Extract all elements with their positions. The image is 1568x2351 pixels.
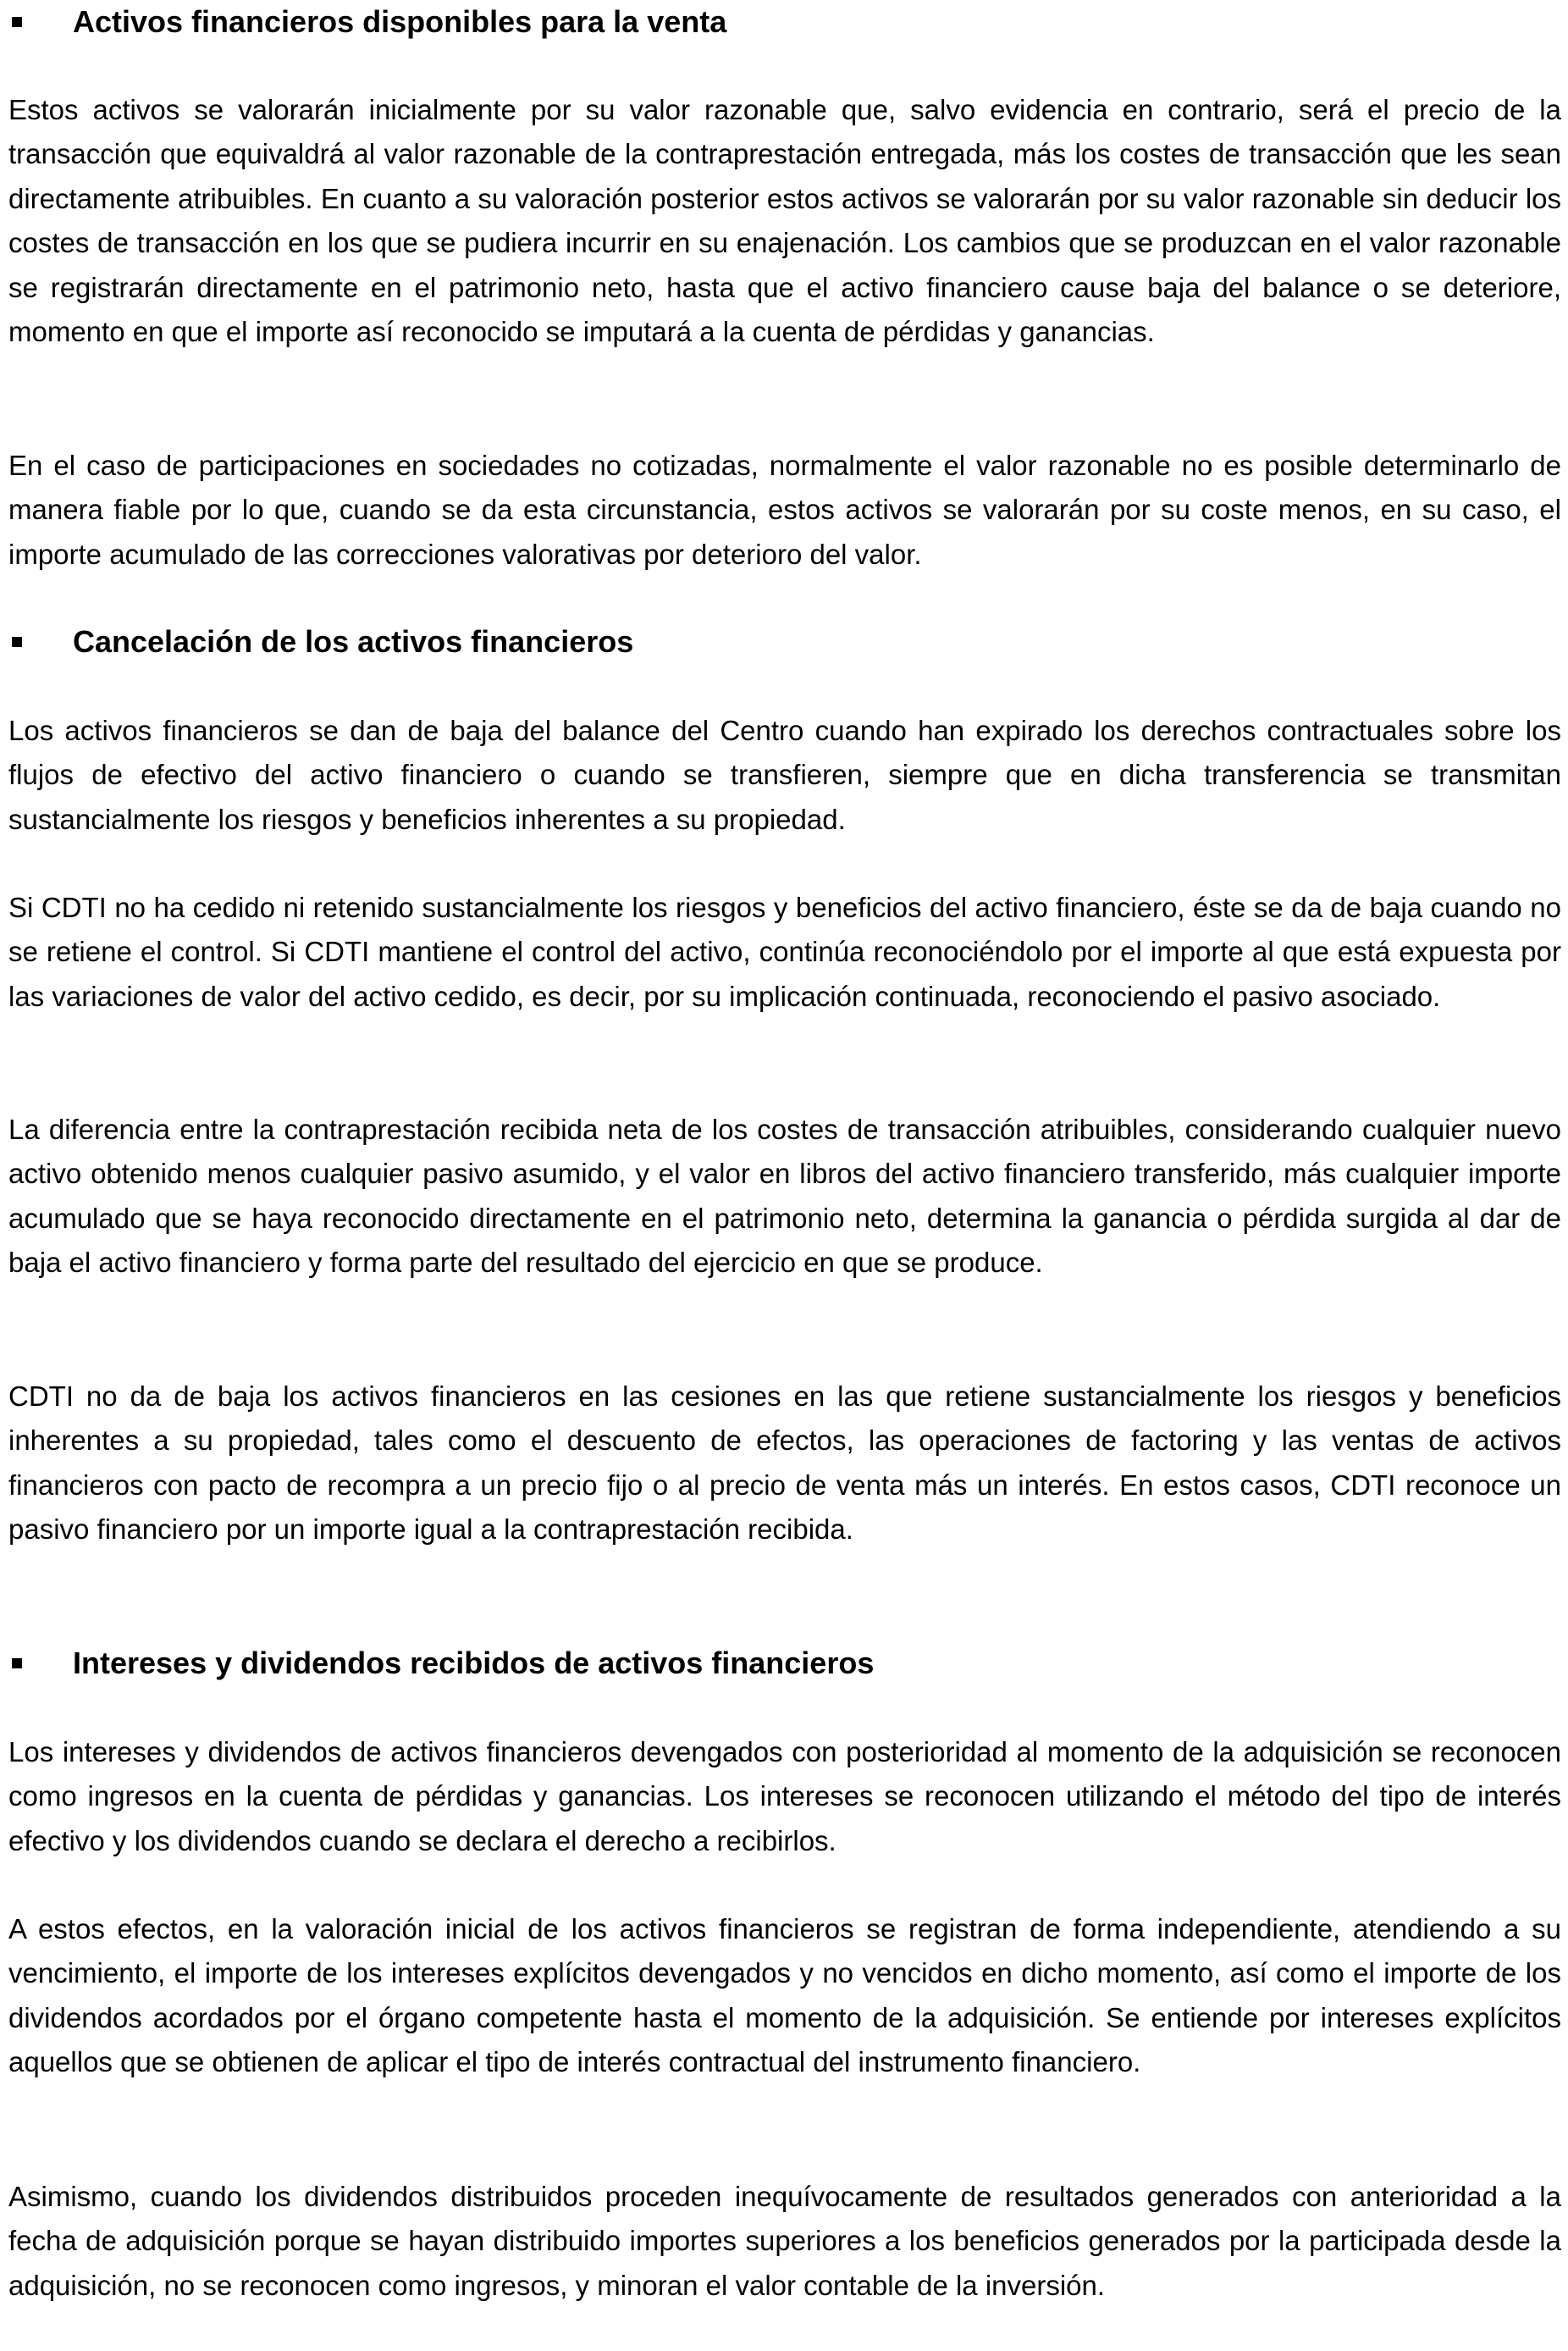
section-heading (8, 620, 1561, 664)
paragraph: Estos activos se valorarán inicialmente por su valor razonable que, salvo evidencia en contrario, será el precio de la transacción que equivaldrá al valor razonable de la contraprestación entregada, más los costes de transacción que les sean directamente atribuibles. En cuanto a su valoración posterior estos activos se valorarán por su valor razonable sin deducir los costes de transacción en los que se pudiera incurrir en su enajenación. Los cambios que se produzcan en el valor razonable se registrarán directamente en el patrimonio neto, hasta que el activo financiero cause baja del balance o se deteriore, momento en que el importe así reconocido se imputará a la cuenta de pérdidas y ganancias. (8, 94, 1561, 348)
square-bullet-icon (12, 17, 22, 27)
square-bullet-icon (12, 637, 22, 647)
square-bullet-icon (12, 1658, 22, 1668)
section-heading-text: Activos financieros disponibles para la venta (73, 4, 727, 39)
section-heading-text: Cancelación de los activos financieros (73, 624, 634, 659)
paragraph: Los intereses y dividendos de activos financieros devengados con posterioridad al momento de la adquisición se reconocen como ingresos en la cuenta de pérdidas y ganancias. Los intereses se reconocen utilizando el método del tipo de interés efectivo y los dividendos cuando se declara el derecho a recibirlos. (8, 1736, 1561, 1856)
section-heading (8, 0, 1561, 44)
paragraph: A estos efectos, en la valoración inicial de los activos financieros se registran de forma independiente, atendiendo a su vencimiento, el importe de los intereses explícitos devengados y no vencidos en dicho momento, así como el importe de los dividendos acordados por el órgano competente hasta el momento de la adquisición. Se entiende por intereses explícitos aquellos que se obtienen de aplicar el tipo de interés contractual del instrumento financiero. (8, 1913, 1561, 2078)
section-activos-disponibles-venta (8, 0, 1561, 44)
paragraph: Los activos financieros se dan de baja del balance del Centro cuando han expirado los derechos contractuales sobre los flujos de efectivo del activo financiero o cuando se transfieren, siempre que en dicha transferencia se transmitan sustancialmente los riesgos y beneficios inherentes a su propiedad. (8, 715, 1561, 835)
paragraph: Si CDTI no ha cedido ni retenido sustancialmente los riesgos y beneficios del activo financiero, éste se da de baja cuando no se retiene el control. Si CDTI mantiene el control del activo, continúa reconociéndolo por el importe al que está expuesta por las variaciones de valor del activo cedido, es decir, por su implicación continuada, reconociendo el pasivo asociado. (8, 892, 1561, 1012)
section-cancelacion-activos (8, 620, 1561, 664)
section-intereses-dividendos (8, 1641, 1561, 1685)
paragraph: Asimismo, cuando los dividendos distribuidos proceden inequívocamente de resultados generados con anterioridad a la fecha de adquisición porque se hayan distribuido importes superiores a los beneficios generados por la participada desde la adquisición, no se reconocen como ingresos, y minoran el valor contable de la inversión. (8, 2181, 1561, 2301)
section-heading-text: Intereses y dividendos recibidos de activos financieros (73, 1646, 875, 1680)
section-heading (8, 1641, 1561, 1685)
paragraph: CDTI no da de baja los activos financieros en las cesiones en las que retiene sustancialmente los riesgos y beneficios inherentes a su propiedad, tales como el descuento de efectos, las operaciones de factoring y las ventas de activos financieros con pacto de recompra a un precio fijo o al precio de venta más un interés. En estos casos, CDTI reconoce un pasivo financiero por un importe igual a la contraprestación recibida. (8, 1380, 1561, 1546)
paragraph: En el caso de participaciones en sociedades no cotizadas, normalmente el valor razonable no es posible determinarlo de manera fiable por lo que, cuando se da esta circunstancia, estos activos se valorarán por su coste menos, en su caso, el importe acumulado de las correcciones valorativas por deterioro del valor. (8, 450, 1561, 570)
paragraph: La diferencia entre la contraprestación recibida neta de los costes de transacción atribuibles, considerando cualquier nuevo activo obtenido menos cualquier pasivo asumido, y el valor en libros del activo financiero transferido, más cualquier importe acumulado que se haya reconocido directamente en el patrimonio neto, determina la ganancia o pérdida surgida al dar de baja el activo financiero y forma parte del resultado del ejercicio en que se produce. (8, 1114, 1561, 1279)
